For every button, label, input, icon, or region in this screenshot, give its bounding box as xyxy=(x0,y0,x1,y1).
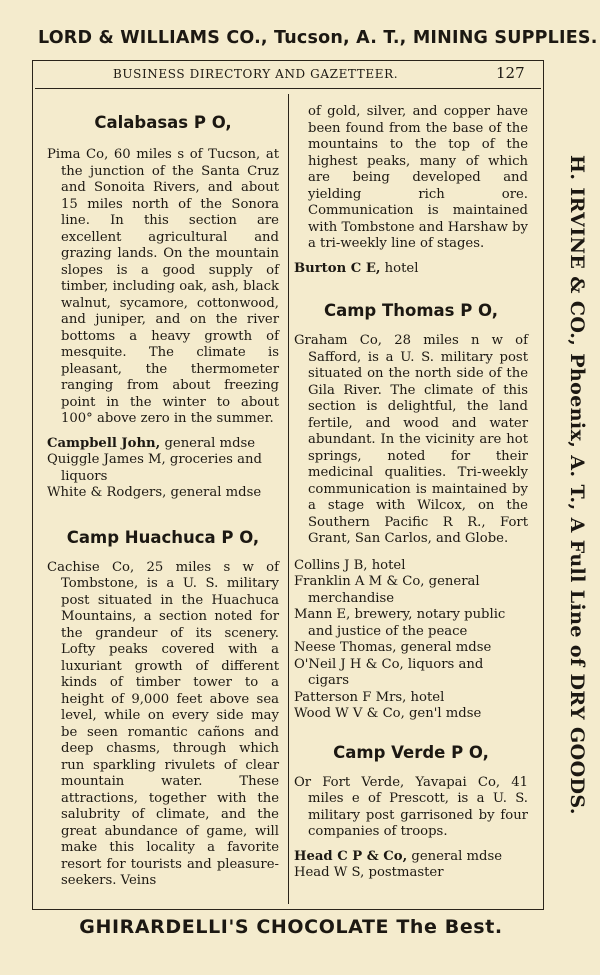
entry-head-ws: Head W S, postmaster xyxy=(294,865,444,880)
bottom-advertisement: GHIRARDELLI'S CHOCOLATE The Best. xyxy=(79,916,503,938)
left-column xyxy=(47,100,279,890)
entry-head-cp: Head C P & Co, general mdse xyxy=(294,848,503,864)
description-verde: Or Fort Verde, Yavapai Co, 41 miles e of Prescott, is a U. S. military post garrisoned by four companies of troops. xyxy=(294,774,528,839)
description-thomas: Graham Co, 28 miles n w of Safford, is a U. S. military post situated on the north side of the Gila River. The climate of this section is delightful, the land fertile, and wood and water abundant. In the vicinity are hot springs, noted for their medicinal qualities. Tri-weekly communication is maintained by a stage with Wilcox, on the Southern Pacific R R., Fort Grant, San Carlos, and Globe. xyxy=(294,333,528,546)
entry-oneil: O'Neil J H & Co, liquors and cigars xyxy=(294,656,484,688)
entry-campbell: Campbell John, general mdse xyxy=(47,435,256,451)
right-column xyxy=(294,104,528,882)
continuation-huachuca: of gold, silver, and copper have been found from the base of the mountains to the top of the highest peaks, many of which are being developed and yielding rich ore. Communication is maintained with Tombstone and Harshaw by a tri-weekly line of stages. xyxy=(308,104,528,251)
description-huachuca: Cachise Co, 25 miles s w of Tombstone, is a U. S. military post situated in the Huachuca Mountains, a section noted for the grandeur of its scenery. Lofty peaks covered with a luxuriant growth of different kinds of timber tower to a height of 9,000 feet above sea level, while on every side may be seen romantic cañons and deep chasms, through which run sparkling rivulets of clear mountain water. These attractions, together with the salubrity of climate, and the great abundance of game, will make this locality a favorite resort for tourists and pleasure-seekers. Veins xyxy=(47,559,279,888)
entry-franklin: Franklin A M & Co, general merchandise xyxy=(294,574,480,606)
heading-huachuca: Camp Huachuca P O, xyxy=(66,527,260,547)
top-advertisement: LORD & WILLIAMS CO., Tucson, A. T., MINING SUPPLIES. xyxy=(38,28,598,48)
entry-mann: Mann E, brewery, notary public and justice of the peace xyxy=(294,607,506,639)
entry-patterson: Patterson F Mrs, hotel xyxy=(294,689,445,705)
entry-collins: Collins J B, hotel xyxy=(294,557,406,573)
heading-thomas: Camp Thomas P O, xyxy=(324,301,498,320)
entry-white-rodgers: White & Rodgers, general mdse xyxy=(47,485,262,500)
heading-calabasas: Calabasas P O, xyxy=(94,113,232,132)
column-divider xyxy=(288,94,289,904)
heading-verde: Camp Verde P O, xyxy=(333,742,489,762)
entry-burton: Burton C E, hotel xyxy=(294,260,419,276)
page-number: 127 xyxy=(496,64,525,82)
entry-wood: Wood W V & Co, gen'l mdse xyxy=(294,706,482,721)
running-head: BUSINESS DIRECTORY AND GAZETTEER. xyxy=(113,67,399,81)
entry-quiggle: Quiggle James M, groceries and liquors xyxy=(47,452,262,484)
header-rule xyxy=(35,88,541,89)
entry-neese: Neese Thomas, general mdse xyxy=(294,640,492,655)
side-advertisement: H. IRVINE & CO., Phoenix, A. T., A Full Line of DRY GOODS. xyxy=(566,155,588,815)
description-calabasas: Pima Co, 60 miles s of Tucson, at the junction of the Santa Cruz and Sonoita Rivers, and about 15 miles north of the Sonora line. In this section are excellent agricultural and grazing lands. On the mountain slopes is a good supply of timber, including oak, ash, black walnut, sycamore, cottonwood, and juniper, and on the river bottoms a heavy growth of mesquite. The climate is pleasant, the thermometer ranging from about freezing point in the winter to about 100° above zero in the summer. xyxy=(47,147,279,426)
